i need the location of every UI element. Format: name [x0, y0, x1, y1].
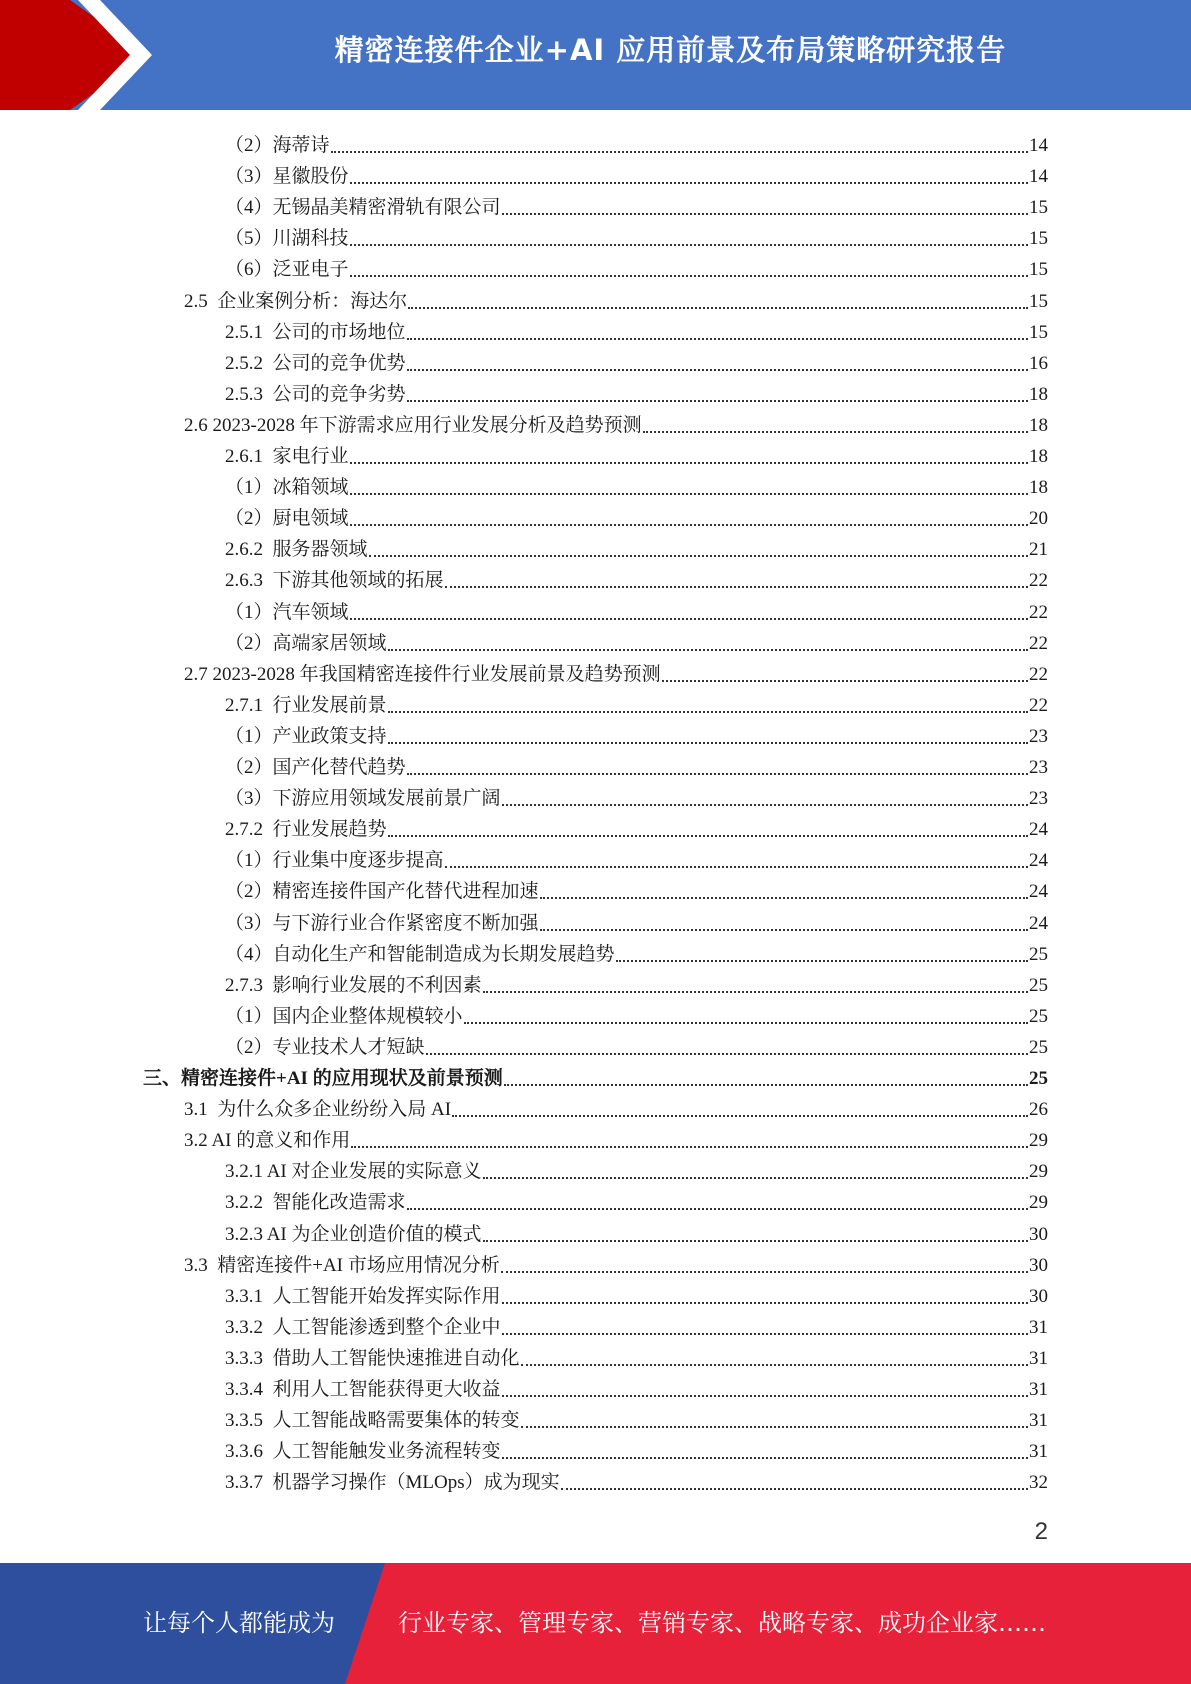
toc-entry-title: 3.3.6 人工智能触发业务流程转变: [225, 1441, 501, 1463]
toc-entry-title: 3.1 为什么众多企业纷纷入局 AI: [184, 1099, 452, 1121]
toc-entry-page: 31: [1029, 1347, 1048, 1369]
toc-entry[interactable]: [225, 811, 1048, 842]
toc-dot-leader: [521, 1364, 1028, 1366]
toc-entry-page: 22: [1029, 632, 1048, 654]
toc-entry[interactable]: [184, 656, 1048, 687]
toc-dot-leader: [616, 960, 1028, 962]
toc-entry-title: 3.2.3 AI 为企业创造价值的模式: [225, 1223, 482, 1245]
toc-entry-page: 22: [1029, 694, 1048, 716]
toc-entry[interactable]: [225, 1402, 1048, 1433]
toc-entry-page: 30: [1029, 1285, 1048, 1307]
toc-entry[interactable]: [225, 1309, 1048, 1340]
toc-entry[interactable]: [225, 376, 1048, 407]
toc-dot-leader: [502, 213, 1028, 215]
toc-entry[interactable]: [225, 127, 1048, 158]
toc-entry[interactable]: [184, 283, 1048, 314]
toc-entry-title: （2）高端家居领域: [225, 632, 387, 654]
toc-entry[interactable]: [225, 500, 1048, 531]
toc-entry-page: 29: [1029, 1192, 1048, 1214]
toc-entry-page: 24: [1029, 819, 1048, 841]
toc-entry-title: （1）冰箱领域: [225, 477, 349, 499]
toc-entry[interactable]: [225, 625, 1048, 656]
toc-dot-leader: [502, 1395, 1028, 1397]
toc-entry[interactable]: [184, 407, 1048, 438]
toc-entry-title: 3.3.2 人工智能渗透到整个企业中: [225, 1316, 501, 1338]
toc-dot-leader: [502, 1457, 1028, 1459]
toc-entry-title: 3.3.4 利用人工智能获得更大收益: [225, 1379, 501, 1400]
toc-entry-title: 3.3.1 人工智能开始发挥实际作用: [225, 1285, 501, 1307]
toc-entry-title: 3.3.5 人工智能战略需要集体的转变: [225, 1410, 520, 1432]
toc-entry-title: 2.5.1 公司的市场地位: [225, 321, 406, 343]
toc-dot-leader: [388, 711, 1028, 713]
toc-dot-leader: [388, 742, 1028, 744]
toc-entry[interactable]: [225, 780, 1048, 811]
toc-entry-title: （3）与下游行业合作紧密度不断加强: [225, 912, 539, 934]
toc-entry-page: 25: [1029, 1036, 1048, 1058]
toc-entry-page: 15: [1029, 228, 1048, 250]
toc-entry[interactable]: [143, 1060, 1048, 1091]
toc-entry-title: 2.6.1 家电行业: [225, 446, 349, 467]
toc-entry-page: 31: [1029, 1316, 1048, 1338]
toc-dot-leader: [369, 555, 1028, 557]
toc-entry-title: 3.2 AI 的意义和作用: [184, 1130, 351, 1152]
toc-entry-title: 2.7.2 行业发展趋势: [225, 819, 387, 841]
toc-entry-title: 3.3.7 机器学习操作（MLOps）成为现实: [225, 1472, 560, 1494]
toc-entry-page: 22: [1029, 601, 1048, 623]
toc-dot-leader: [483, 1240, 1028, 1242]
footer-slogan-right: 行业专家、管理专家、营销专家、战略专家、成功企业家……: [398, 1609, 1046, 1637]
toc-entry-title: （1）产业政策支持: [225, 725, 387, 747]
toc-entry-title: 2.6 2023-2028 年下游需求应用行业发展分析及趋势预测: [184, 414, 642, 436]
toc-entry[interactable]: [225, 251, 1048, 282]
toc-entry-page: 30: [1029, 1223, 1048, 1245]
toc-entry-page: 22: [1029, 570, 1048, 592]
toc-dot-leader: [504, 1084, 1028, 1086]
toc-entry-title: 三、精密连接件+AI 的应用现状及前景预测: [143, 1068, 503, 1089]
toc-entry[interactable]: [225, 905, 1048, 936]
toc-entry-page: 31: [1029, 1379, 1048, 1400]
toc-dot-leader: [502, 1302, 1028, 1304]
toc-dot-leader: [407, 773, 1028, 775]
toc-dot-leader: [350, 275, 1028, 277]
toc-entry[interactable]: [225, 1184, 1048, 1215]
toc-entry-page: 18: [1029, 383, 1048, 405]
toc-dot-leader: [483, 991, 1028, 993]
toc-dot-leader: [407, 338, 1028, 340]
toc-entry[interactable]: [225, 314, 1048, 345]
toc-entry-page: 15: [1029, 259, 1048, 281]
toc-entry[interactable]: [225, 1371, 1048, 1402]
toc-entry-page: 25: [1029, 1005, 1048, 1027]
toc-dot-leader: [351, 1146, 1028, 1148]
toc-entry[interactable]: [225, 1340, 1048, 1371]
toc-entry-page: 29: [1029, 1161, 1048, 1183]
toc-entry-title: （4）自动化生产和智能制造成为长期发展趋势: [225, 943, 615, 965]
toc-entry-title: （6）泛亚电子: [225, 259, 349, 281]
toc-dot-leader: [521, 1426, 1028, 1428]
toc-entry-page: 32: [1029, 1472, 1048, 1494]
toc-entry[interactable]: [225, 842, 1048, 873]
toc-entry-page: 23: [1029, 757, 1048, 778]
toc-entry[interactable]: [225, 189, 1048, 220]
toc-entry-title: 2.7.1 行业发展前景: [225, 694, 387, 716]
toc-dot-leader: [388, 835, 1028, 837]
toc-entry-title: （2）精密连接件国产化替代进程加速: [225, 881, 539, 903]
toc-dot-leader: [350, 493, 1028, 495]
toc-dot-leader: [426, 1053, 1028, 1055]
toc-dot-leader: [501, 1271, 1028, 1273]
toc-entry-title: （2）国产化替代趋势: [225, 757, 406, 778]
toc-entry[interactable]: [225, 469, 1048, 500]
toc-entry-title: （3）星徽股份: [225, 166, 349, 188]
toc-entry[interactable]: [225, 967, 1048, 998]
toc-entry[interactable]: [225, 718, 1048, 749]
toc-entry[interactable]: [225, 158, 1048, 189]
toc-entry-page: 29: [1029, 1130, 1048, 1152]
toc-entry[interactable]: [184, 1122, 1048, 1153]
toc-entry-title: （4）无锡晶美精密滑轨有限公司: [225, 197, 501, 219]
toc-dot-leader: [445, 586, 1028, 588]
toc-entry-title: （5）川湖科技: [225, 228, 349, 250]
toc-entry-page: 15: [1029, 197, 1048, 219]
toc-entry-page: 31: [1029, 1410, 1048, 1432]
toc-entry[interactable]: [225, 687, 1048, 718]
toc-dot-leader: [502, 804, 1028, 806]
toc-entry-title: 2.6.2 服务器领域: [225, 539, 368, 561]
toc-entry-title: 2.5 企业案例分析：海达尔: [184, 290, 408, 312]
toc-entry-page: 24: [1029, 912, 1048, 934]
toc-entry[interactable]: [225, 531, 1048, 562]
toc-dot-leader: [350, 462, 1028, 464]
toc-entry-page: 23: [1029, 725, 1048, 747]
toc-entry-page: 16: [1029, 352, 1048, 374]
toc-dot-leader: [452, 1115, 1028, 1117]
toc-dot-leader: [350, 182, 1028, 184]
toc-entry-page: 24: [1029, 850, 1048, 872]
toc-entry-title: 2.5.3 公司的竞争劣势: [225, 383, 406, 405]
toc-dot-leader: [408, 307, 1028, 309]
toc-entry[interactable]: [225, 936, 1048, 967]
toc-entry-page: 26: [1029, 1099, 1048, 1121]
report-title: 精密连接件企业+AI 应用前景及布局策略研究报告: [334, 33, 1007, 67]
toc-entry-page: 21: [1029, 539, 1048, 561]
toc-entry[interactable]: [225, 998, 1048, 1029]
toc-entry-title: （2）专业技术人才短缺: [225, 1036, 425, 1058]
toc-dot-leader: [643, 431, 1028, 433]
toc-dot-leader: [350, 524, 1028, 526]
toc-dot-leader: [464, 1022, 1028, 1024]
toc-entry[interactable]: [225, 1029, 1048, 1060]
toc-entry-title: （2）海蒂诗: [225, 135, 330, 156]
toc-dot-leader: [388, 649, 1028, 651]
toc-entry-page: 14: [1029, 166, 1048, 188]
toc-entry[interactable]: [225, 438, 1048, 469]
toc-dot-leader: [445, 866, 1028, 868]
toc-entry-page: 23: [1029, 788, 1048, 810]
toc-entry-page: 25: [1029, 943, 1048, 965]
toc-entry-title: （2）厨电领域: [225, 508, 349, 530]
page-header: [0, 0, 1191, 110]
toc-entry[interactable]: [225, 1278, 1048, 1309]
toc-entry-page: 22: [1029, 663, 1048, 685]
toc-entry-title: 3.2.1 AI 对企业发展的实际意义: [225, 1161, 482, 1183]
toc-entry-page: 24: [1029, 881, 1048, 903]
toc-entry-title: （3）下游应用领域发展前景广阔: [225, 788, 501, 810]
toc-entry[interactable]: [225, 562, 1048, 593]
toc-entry[interactable]: [225, 1153, 1048, 1184]
toc-dot-leader: [561, 1488, 1028, 1490]
toc-entry-title: 3.2.2 智能化改造需求: [225, 1192, 406, 1214]
toc-entry[interactable]: [225, 1464, 1048, 1495]
toc-entry-title: （1）国内企业整体规模较小: [225, 1005, 463, 1027]
toc-dot-leader: [502, 1333, 1028, 1335]
toc-dot-leader: [483, 1177, 1028, 1179]
toc-dot-leader: [331, 151, 1028, 153]
toc-entry[interactable]: [184, 1091, 1048, 1122]
toc-entry[interactable]: [225, 1433, 1048, 1464]
toc-dot-leader: [540, 929, 1028, 931]
toc-entry-page: 25: [1029, 974, 1048, 996]
toc-dot-leader: [407, 400, 1028, 402]
toc-entry-title: 3.3 精密连接件+AI 市场应用情况分析: [184, 1254, 500, 1276]
toc-entry-page: 30: [1029, 1254, 1048, 1276]
toc-entry-title: 2.7 2023-2028 年我国精密连接件行业发展前景及趋势预测: [184, 663, 661, 685]
toc-entry[interactable]: [225, 345, 1048, 376]
toc-entry-page: 15: [1029, 290, 1048, 312]
toc-entry-page: 18: [1029, 477, 1048, 499]
toc-entry-title: 2.6.3 下游其他领域的拓展: [225, 570, 444, 592]
toc-dot-leader: [350, 618, 1028, 620]
toc-dot-leader: [540, 897, 1028, 899]
toc-entry-title: 2.7.3 影响行业发展的不利因素: [225, 974, 482, 996]
toc-entry-page: 15: [1029, 321, 1048, 343]
footer-slogan-left: 让每个人都能成为: [143, 1609, 335, 1637]
toc-dot-leader: [350, 244, 1028, 246]
toc-entry-page: 14: [1029, 135, 1048, 156]
toc-entry-title: 2.5.2 公司的竞争优势: [225, 352, 406, 374]
toc-dot-leader: [407, 369, 1028, 371]
toc-entry-page: 31: [1029, 1441, 1048, 1463]
toc-entry[interactable]: [225, 220, 1048, 251]
toc-entry-page: 18: [1029, 446, 1048, 467]
toc-entry-title: （1）汽车领域: [225, 601, 349, 623]
toc-dot-leader: [662, 680, 1028, 682]
toc-entry-title: 3.3.3 借助人工智能快速推进自动化: [225, 1347, 520, 1369]
toc-entry-page: 18: [1029, 414, 1048, 436]
page-number: 2: [1034, 1518, 1048, 1545]
toc-entry[interactable]: [225, 873, 1048, 904]
toc-entry-title: （1）行业集中度逐步提高: [225, 850, 444, 872]
toc-entry-page: 20: [1029, 508, 1048, 530]
page-footer: [0, 1563, 1191, 1684]
toc-entry[interactable]: [225, 1216, 1048, 1247]
toc-entry[interactable]: [225, 594, 1048, 625]
toc-dot-leader: [407, 1208, 1028, 1210]
toc-entry-page: 25: [1029, 1068, 1048, 1089]
toc-entry[interactable]: [225, 749, 1048, 780]
toc-entry[interactable]: [184, 1247, 1048, 1278]
